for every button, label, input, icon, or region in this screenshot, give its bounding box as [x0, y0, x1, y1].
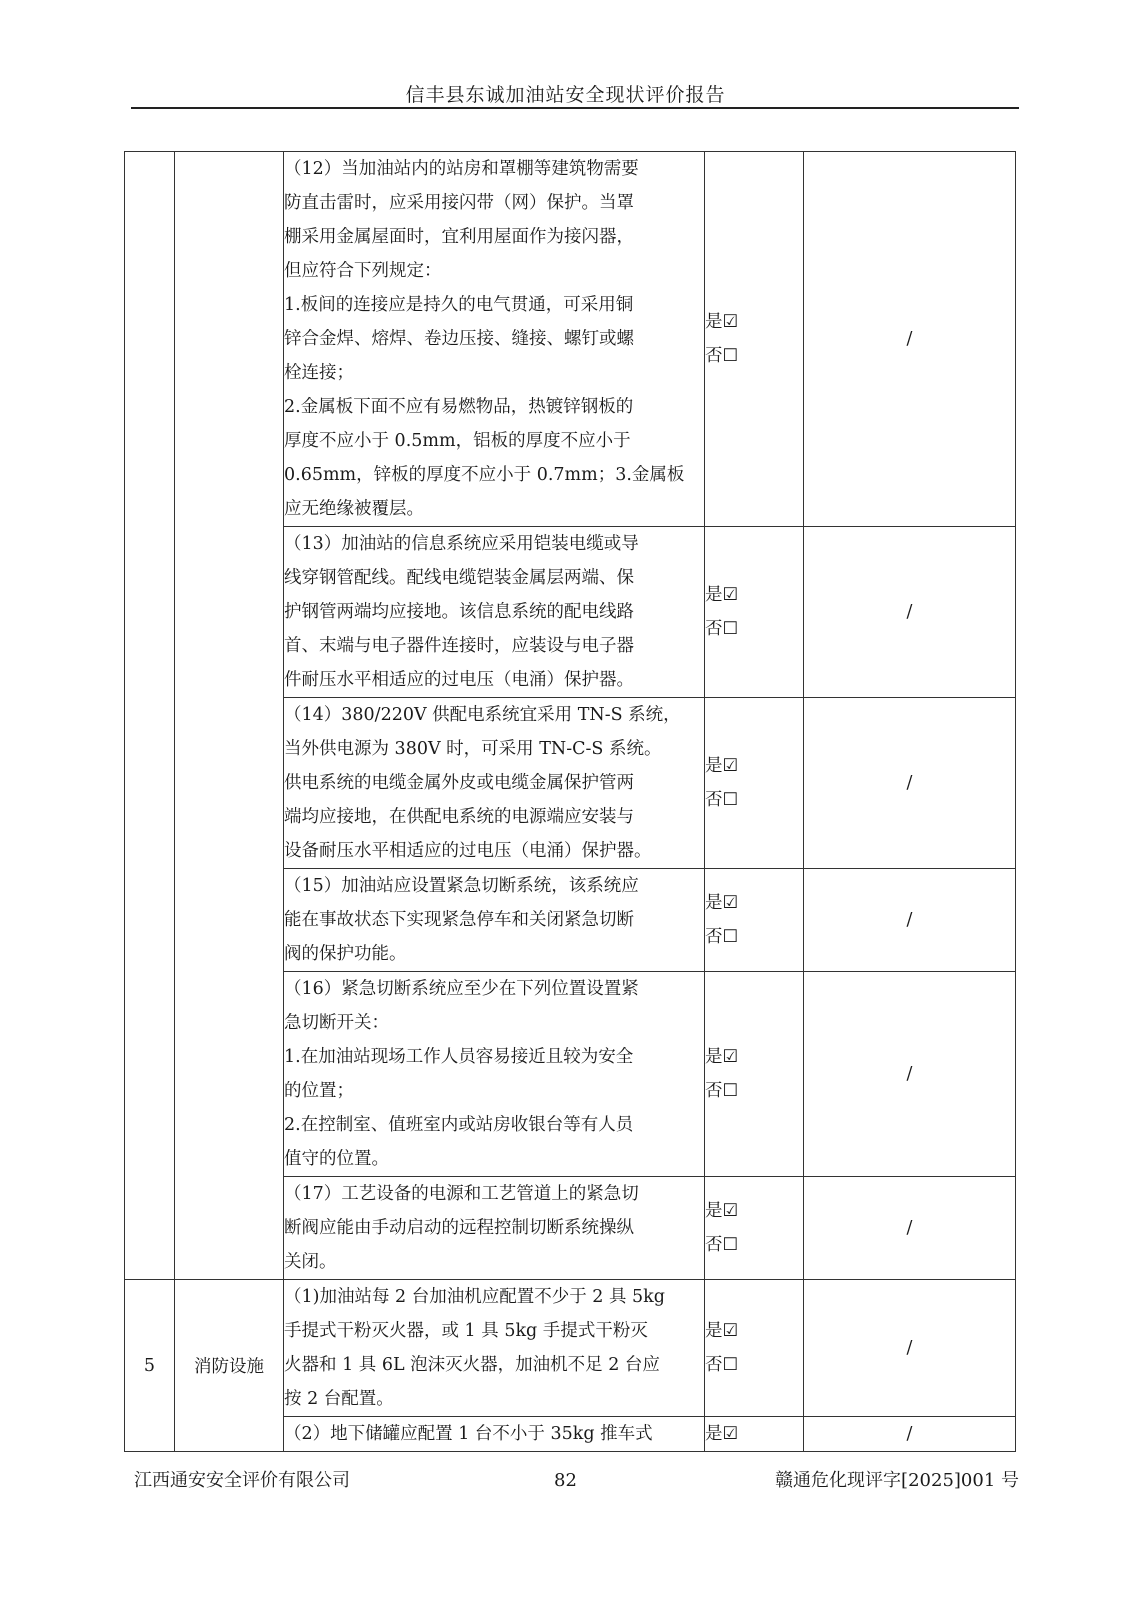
requirement-cell: （15）加油站应设置紧急切断系统，该系统应 能在事故状态下实现紧急停车和关闭紧急切断 阀的保护功能。	[284, 869, 705, 972]
yes-checkbox: 是☑	[705, 1047, 739, 1067]
no-checkbox: 否☐	[705, 790, 739, 810]
result-cell: /	[804, 972, 1016, 1177]
result-cell: /	[804, 152, 1016, 527]
requirement-cell: （2）地下储罐应配置 1 台不小于 35kg 推车式	[284, 1417, 705, 1452]
no-checkbox: 否☐	[705, 346, 739, 366]
item-category-cell: 消防设施	[175, 1280, 284, 1452]
result-cell: /	[804, 1417, 1016, 1452]
compliance-check-cell	[705, 698, 804, 869]
result-cell: /	[804, 698, 1016, 869]
table-row	[125, 152, 1016, 527]
result-cell: /	[804, 1280, 1016, 1417]
requirement-cell: （1)加油站每 2 台加油机应配置不少于 2 具 5kg 手提式干粉灭火器，或 1 具 5kg 手提式干粉灭 火器和 1 具 6L 泡沫灭火器，加油机不足 2 台应 按 2 台配置。	[284, 1280, 705, 1417]
compliance-check-cell	[705, 152, 804, 527]
item-category-cell	[175, 152, 284, 1280]
no-checkbox: 否☐	[705, 927, 739, 947]
yes-checkbox: 是☑	[705, 893, 739, 913]
result-cell: /	[804, 869, 1016, 972]
yes-checkbox: 是☑	[705, 756, 739, 776]
table-row	[125, 1280, 1016, 1417]
compliance-check-cell	[705, 972, 804, 1177]
compliance-check-cell	[705, 1280, 804, 1417]
requirement-cell: （13）加油站的信息系统应采用铠装电缆或导 线穿钢管配线。配线电缆铠装金属层两端、保 护钢管两端均应接地。该信息系统的配电线路 首、末端与电子器件连接时，应装设与电子器 件耐压水平相适应的过电压（电涌）保护器。	[284, 527, 705, 698]
report-header-title: 信丰县东诚加油站安全现状评价报告	[405, 84, 726, 106]
compliance-check-cell	[705, 869, 804, 972]
result-cell: /	[804, 1177, 1016, 1280]
yes-checkbox: 是☑	[705, 312, 739, 332]
result-cell: /	[804, 527, 1016, 698]
no-checkbox: 否☐	[705, 1081, 739, 1101]
compliance-check-cell	[705, 1177, 804, 1280]
requirement-cell: （17）工艺设备的电源和工艺管道上的紧急切 断阀应能由手动启动的远程控制切断系统操纵 关闭。	[284, 1177, 705, 1280]
item-number-cell	[125, 152, 175, 1280]
no-checkbox: 否☐	[705, 619, 739, 639]
yes-checkbox: 是☑	[705, 1424, 739, 1444]
header-divider	[131, 107, 1019, 109]
evaluation-table	[124, 151, 1016, 1452]
item-number-cell: 5	[125, 1280, 175, 1452]
no-checkbox: 否☐	[705, 1235, 739, 1255]
requirement-cell: （16）紧急切断系统应至少在下列位置设置紧 急切断开关： 1.在加油站现场工作人员容易接近且较为安全 的位置； 2.在控制室、值班室内或站房收银台等有人员 值守的位置。	[284, 972, 705, 1177]
requirement-cell: （14）380/220V 供配电系统宜采用 TN-S 系统， 当外供电源为 380V 时，可采用 TN-C-S 系统。 供电系统的电缆金属外皮或电缆金属保护管两 端均应接地，在供配电系统的电源端应安装与 设备耐压水平相适应的过电压（电涌）保护器。	[284, 698, 705, 869]
footer-company: 江西通安安全评价有限公司	[134, 1470, 350, 1491]
compliance-check-cell	[705, 1417, 804, 1452]
no-checkbox: 否☐	[705, 1355, 739, 1375]
yes-checkbox: 是☑	[705, 1321, 739, 1341]
footer-document-number: 赣通危化现评字[2025]001 号	[775, 1470, 1019, 1491]
yes-checkbox: 是☑	[705, 585, 739, 605]
compliance-check-cell	[705, 527, 804, 698]
yes-checkbox: 是☑	[705, 1201, 739, 1221]
page-number: 82	[554, 1470, 577, 1491]
requirement-cell: （12）当加油站内的站房和罩棚等建筑物需要 防直击雷时，应采用接闪带（网）保护。当罩 棚采用金属屋面时，宜利用屋面作为接闪器， 但应符合下列规定： 1.板间的连接应是持久的电气贯通，可采用铜 锌合金焊、熔焊、卷边压接、缝接、螺钉或螺 栓连接； 2.金属板下面不应有易燃物品，热镀锌钢板的 厚度不应小于 0.5mm，铝板的厚度不应小于 0.65mm，锌板的厚度不应小于 0.7mm；3.金属板 应无绝缘被覆层。	[284, 152, 705, 527]
